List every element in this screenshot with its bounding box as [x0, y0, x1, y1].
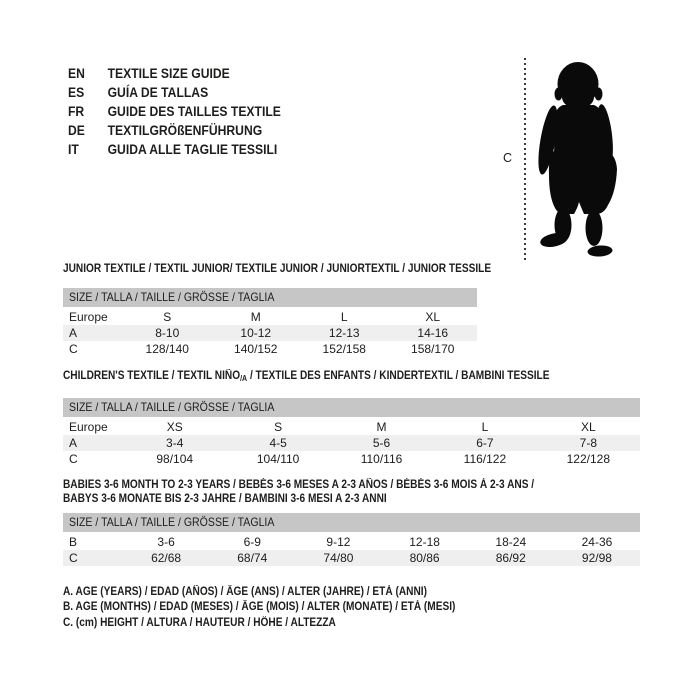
- row-label: C: [69, 342, 78, 356]
- size-cell: 116/122: [463, 452, 507, 466]
- language-row-fr: [68, 102, 281, 121]
- language-legend: [68, 64, 281, 159]
- title-text: / TEXTILE DES ENFANTS / KINDERTEXTIL / BAMBINI TESSILE: [247, 370, 550, 382]
- size-cell: L: [340, 310, 348, 324]
- size-cell: 128/140: [145, 342, 189, 356]
- language-label: TEXTILGRÖßENFÜHRUNG: [107, 123, 263, 138]
- table-row-age: [63, 325, 477, 341]
- size-header-bar: [63, 288, 477, 307]
- size-cell: 104/110: [256, 452, 300, 466]
- size-header-bar: [63, 398, 640, 417]
- junior-table-title: JUNIOR TEXTILE / TEXTIL JUNIOR/ TEXTILE JUNIOR / JUNIORTEXTIL / JUNIOR TESSILE: [63, 263, 492, 275]
- size-cell: 98/104: [156, 452, 194, 466]
- row-label: A: [69, 436, 78, 450]
- height-marker-label: C: [503, 151, 513, 165]
- language-row-en: [68, 64, 281, 83]
- language-row-de: [68, 121, 281, 140]
- size-cell: 8-10: [155, 326, 180, 340]
- language-label: GUIDA ALLE TAGLIE TESSILI: [107, 142, 278, 157]
- language-code: FR: [68, 104, 85, 119]
- size-cell: 62/68: [151, 551, 182, 565]
- babies-table-section: [63, 478, 640, 566]
- baby-silhouette-icon: [525, 55, 630, 265]
- language-row-es: [68, 83, 281, 102]
- footnote-a: A. AGE (YEARS) / EDAD (AÑOS) / ÂGE (ANS) / ALTER (JAHRE) / ETÀ (ANNI): [63, 586, 427, 598]
- size-cell: L: [481, 420, 489, 434]
- language-code: DE: [68, 123, 85, 138]
- size-cell: 110/116: [360, 452, 403, 466]
- size-header-label: SIZE / TALLA / TAILLE / GRÖSSE / TAGLIA: [69, 400, 275, 414]
- size-cell: XL: [580, 420, 596, 434]
- size-header-label: SIZE / TALLA / TAILLE / GRÖSSE / TAGLIA: [69, 515, 275, 529]
- size-cell: 9-12: [326, 535, 351, 549]
- size-cell: M: [376, 420, 387, 434]
- row-label: Europe: [69, 420, 108, 434]
- table-row-height: [63, 341, 477, 357]
- table-row-height: [63, 550, 640, 566]
- size-cell: 12-13: [328, 326, 360, 340]
- row-label: C: [69, 551, 78, 565]
- language-row-it: [68, 140, 281, 159]
- size-cell: XS: [166, 420, 183, 434]
- table-row-europe: [63, 419, 640, 435]
- table-row-europe: [63, 309, 477, 325]
- language-code: EN: [68, 66, 85, 81]
- language-label: TEXTILE SIZE GUIDE: [107, 66, 230, 81]
- size-cell: 80/86: [409, 551, 440, 565]
- table-row-age: [63, 435, 640, 451]
- table-row-age-months: [63, 534, 640, 550]
- table-row-height: [63, 451, 640, 467]
- babies-table-title: [63, 478, 640, 506]
- size-cell: 6-9: [243, 535, 261, 549]
- size-cell: 92/98: [581, 551, 612, 565]
- size-header-label: SIZE / TALLA / TAILLE / GRÖSSE / TAGLIA: [69, 290, 275, 304]
- footnotes: [63, 585, 509, 631]
- size-cell: 6-7: [476, 436, 494, 450]
- title-subscript: /A: [240, 374, 248, 383]
- junior-table-section: [63, 262, 492, 357]
- row-label: A: [69, 326, 78, 340]
- language-label: GUÍA DE TALLAS: [107, 85, 209, 100]
- size-cell: S: [274, 420, 283, 434]
- size-cell: 24-36: [581, 535, 613, 549]
- size-cell: 140/152: [234, 342, 278, 356]
- size-cell: XL: [425, 310, 441, 324]
- size-cell: 86/92: [495, 551, 526, 565]
- size-cell: 3-4: [166, 436, 184, 450]
- size-cell: 122/128: [566, 452, 611, 466]
- size-cell: S: [163, 310, 172, 324]
- size-header-bar: [63, 513, 640, 532]
- size-cell: 5-6: [372, 436, 391, 450]
- title-text: CHILDREN'S TEXTILE / TEXTIL NIÑO: [63, 370, 241, 382]
- language-code: ES: [68, 85, 85, 100]
- footnote-b: B. AGE (MONTHS) / EDAD (MESES) / ÂGE (MOIS) / ALTER (MONATE) / ETÀ (MESI): [63, 601, 456, 614]
- size-cell: M: [250, 310, 261, 324]
- size-cell: 12-18: [409, 535, 440, 549]
- language-code: IT: [68, 142, 79, 157]
- footnote-c: C. (cm) HEIGHT / ALTURA / HAUTEUR / HÖHE / ALTEZZA: [63, 616, 336, 629]
- size-cell: 68/74: [237, 551, 268, 565]
- size-cell: 14-16: [417, 326, 449, 340]
- language-label: GUIDE DES TAILLES TEXTILE: [107, 104, 281, 119]
- title-line-2: BABYS 3-6 MONATE BIS 2-3 JAHRE / BAMBINI 3-6 MESI A 2-3 ANNI: [63, 493, 387, 505]
- size-cell: 152/158: [322, 342, 366, 356]
- size-cell: 10-12: [240, 326, 272, 340]
- size-cell: 7-8: [579, 436, 597, 450]
- size-cell: 18-24: [495, 535, 527, 549]
- title-line-1: BABIES 3-6 MONTH TO 2-3 YEARS / BEBÉS 3-6 MESES A 2-3 AÑOS / BÉBÉS 3-6 MOIS À 2-3 ANS /: [63, 479, 535, 491]
- children-table-section: [63, 369, 640, 467]
- size-cell: 3-6: [157, 535, 175, 549]
- row-label: Europe: [69, 310, 108, 324]
- row-label: B: [69, 535, 78, 549]
- children-table-title: [63, 369, 571, 386]
- size-cell: 158/170: [411, 342, 455, 356]
- row-label: C: [69, 452, 78, 466]
- size-cell: 4-5: [269, 436, 287, 450]
- size-cell: 74/80: [323, 551, 354, 565]
